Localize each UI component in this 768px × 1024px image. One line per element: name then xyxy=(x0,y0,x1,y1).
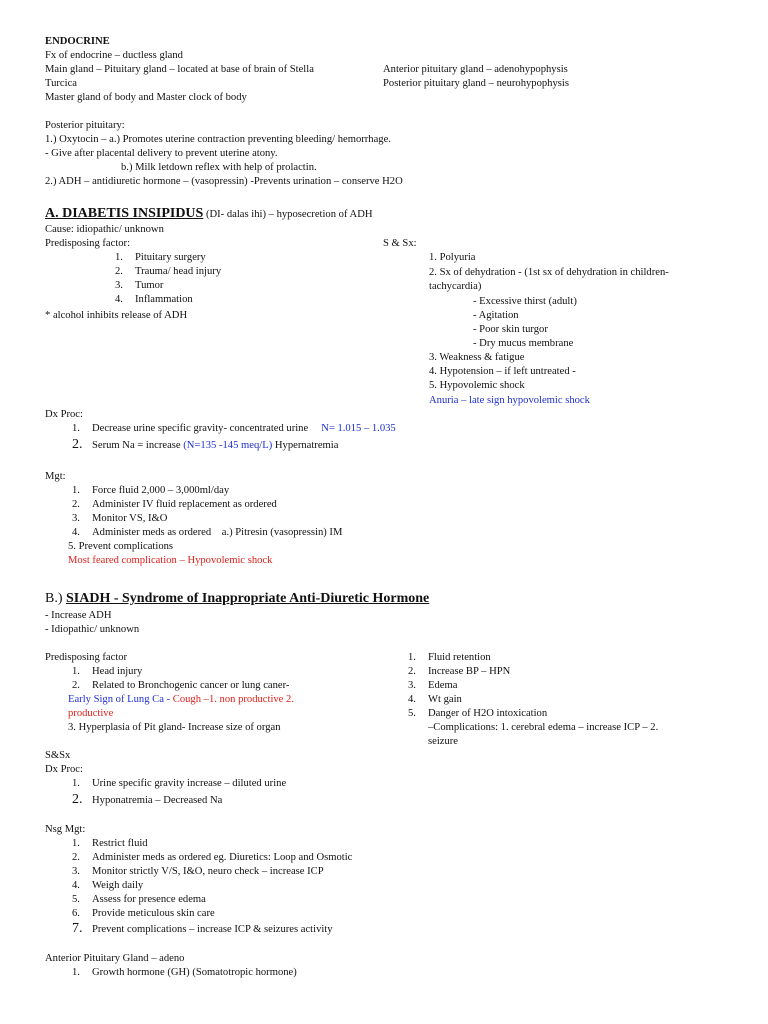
di-mgt-label: Mgt: xyxy=(45,471,66,482)
siadh-ss-label: S&Sx xyxy=(45,750,71,761)
list-item: 5. Danger of H2O intoxication xyxy=(408,708,548,719)
early-sign-line-2: productive xyxy=(68,708,114,719)
di-ss-1: 1. Polyuria xyxy=(429,252,476,263)
dehydration-sign: - Excessive thirst (adult) xyxy=(473,296,577,307)
posterior-gland-line: Posterior pituitary gland – neurohypophysis xyxy=(383,78,569,89)
normal-range: (N=135 -145 meq/L) xyxy=(183,440,273,451)
milk-letdown-line: b.) Milk letdown reflex with help of prolactin. xyxy=(121,162,317,173)
list-item: 1. Urine specific gravity increase – diluted urine xyxy=(72,778,287,789)
list-item: 3. Monitor strictly V/S, I&O, neuro check – increase ICP xyxy=(72,866,324,877)
di-heading-rest: (DI- dalas ihi) – hyposecretion of ADH xyxy=(203,209,373,220)
di-heading-label: A. DIABETIS INSIPIDUS xyxy=(45,206,204,221)
oxytocin-line: 1.) Oxytocin – a.) Promotes uterine contraction preventing bleeding/ hemorrhage. xyxy=(45,134,391,145)
list-item: 3. Edema xyxy=(408,680,458,691)
di-heading xyxy=(45,207,373,222)
di-mgt-5: 5. Prevent complications xyxy=(68,541,174,552)
complications-line: –Complications: 1. cerebral edema – increase ICP – 2. xyxy=(428,722,659,733)
dehydration-sign: - Poor skin turgor xyxy=(473,324,548,335)
siadh-heading-label: SIADH - Syndrome of Inappropriate Anti-Diuretic Hormone xyxy=(66,591,430,606)
list-item: 4. Inflammation xyxy=(115,294,193,305)
list-item: 1. Force fluid 2,000 – 3,000ml/day xyxy=(72,485,230,496)
posterior-heading: Posterior pituitary: xyxy=(45,120,125,131)
list-item: 2. Related to Bronchogenic cancer or lung caner- xyxy=(72,680,290,691)
list-item: 2. Trauma/ head injury xyxy=(115,266,222,277)
siadh-line-2: - Idiopathic/ unknown xyxy=(45,624,140,635)
siadh-line-1: - Increase ADH xyxy=(45,610,112,621)
list-item: 1. Restrict fluid xyxy=(72,838,148,849)
alcohol-note: * alcohol inhibits release of ADH xyxy=(45,310,188,321)
anuria-note: Anuria – late sign hypovolemic shock xyxy=(429,395,590,406)
list-item: 2. Increase BP – HPN xyxy=(408,666,511,677)
list-item: 5. Assess for presence edema xyxy=(72,894,206,905)
hyperplasia-line: 3. Hyperplasia of Pit gland- Increase size of organ xyxy=(68,722,281,733)
di-dx-2: 2. Serum Na = increase (N=135 -145 meq/L) Hypernatremia xyxy=(72,437,339,452)
di-dx-label: Dx Proc: xyxy=(45,409,83,420)
list-item: 1. Fluid retention xyxy=(408,652,491,663)
di-predisposing-label: Predisposing factor: xyxy=(45,238,131,249)
di-dx-1: 1. Decrease urine specific gravity- concentrated urine N= 1.015 – 1.035 xyxy=(72,423,396,434)
di-ss-label: S & Sx: xyxy=(383,238,417,249)
list-item: 2. Administer IV fluid replacement as ordered xyxy=(72,499,277,510)
main-gland-line-2: Turcica xyxy=(45,78,77,89)
list-item: 6. Provide meticulous skin care xyxy=(72,908,215,919)
di-ss-4: 4. Hypotension – if left untreated - xyxy=(429,366,576,377)
list-item: 3. Tumor xyxy=(115,280,164,291)
siadh-dx-label: Dx Proc: xyxy=(45,764,83,775)
list-item: 2. Hyponatremia – Decreased Na xyxy=(72,792,223,807)
di-ss-2b: tachycardia) xyxy=(429,281,482,292)
di-ss-5: 5. Hypovolemic shock xyxy=(429,380,525,391)
normal-range: N= 1.015 – 1.035 xyxy=(321,423,396,434)
master-gland-line: Master gland of body and Master clock of body xyxy=(45,92,247,103)
siadh-predisposing-label: Predisposing factor xyxy=(45,652,128,663)
list-item: 4. Wt gain xyxy=(408,694,462,705)
list-item: 4. Administer meds as ordered a.) Pitresin (vasopressin) IM xyxy=(72,527,343,538)
complications-line-2: seizure xyxy=(428,736,458,747)
anterior-gland-line: Anterior pituitary gland – adenohypophysis xyxy=(383,64,568,75)
nsg-mgt-label: Nsg Mgt: xyxy=(45,824,86,835)
siadh-heading: B.) SIADH - Syndrome of Inappropriate Anti-Diuretic Hormone xyxy=(45,591,430,606)
di-ss-3: 3. Weakness & fatigue xyxy=(429,352,525,363)
placental-line: - Give after placental delivery to prevent uterine atony. xyxy=(45,148,278,159)
list-item: 4. Weigh daily xyxy=(72,880,144,891)
main-gland-line: Main gland – Pituitary gland – located at base of brain of Stella xyxy=(45,64,314,75)
di-cause: Cause: idiopathic/ unknown xyxy=(45,224,164,235)
doc-title: ENDOCRINE xyxy=(45,36,110,47)
list-item: 2. Administer meds as ordered eg. Diuretics: Loop and Osmotic xyxy=(72,852,353,863)
dehydration-sign: - Dry mucus membrane xyxy=(473,338,574,349)
list-item: 1. Growth hormone (GH) (Somatotropic hormone) xyxy=(72,967,297,978)
anterior-heading: Anterior Pituitary Gland – adeno xyxy=(45,953,185,964)
fx-line: Fx of endocrine – ductless gland xyxy=(45,50,183,61)
di-ss-2: 2. Sx of dehydration - (1st sx of dehydration in children- xyxy=(429,267,669,278)
list-item: 1. Head injury xyxy=(72,666,143,677)
list-item: 3. Monitor VS, I&O xyxy=(72,513,168,524)
feared-complication: Most feared complication – Hypovolemic shock xyxy=(68,555,273,566)
adh-line: 2.) ADH – antidiuretic hormone – (vasopressin) -Prevents urination – conserve H2O xyxy=(45,176,403,187)
list-item: 1. Pituitary surgery xyxy=(115,252,206,263)
early-sign-line: Early Sign of Lung Ca - Cough –1. non productive 2. xyxy=(68,694,294,705)
list-item: 7. Prevent complications – increase ICP & seizures activity xyxy=(72,921,333,936)
dehydration-sign: - Agitation xyxy=(473,310,519,321)
